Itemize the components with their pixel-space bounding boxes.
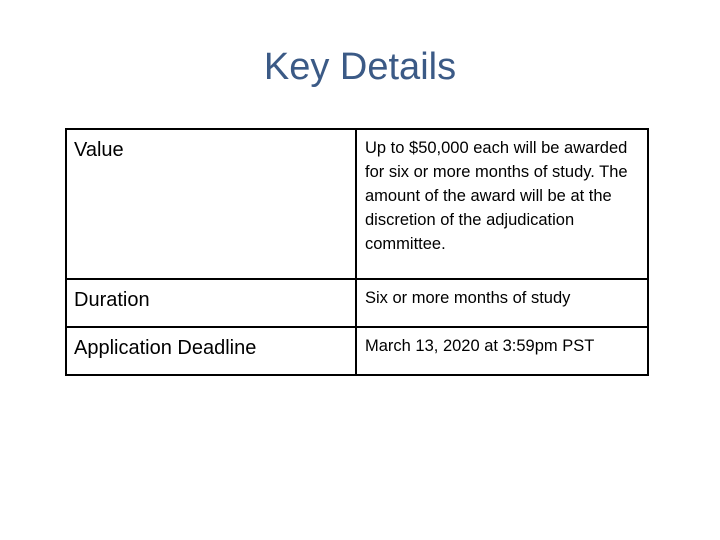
value-cell-value: [356, 129, 648, 279]
row-label: Duration: [74, 289, 150, 311]
key-details-table: [65, 128, 649, 376]
row-value: March 13, 2020 at 3:59pm PST: [365, 337, 595, 355]
value-cell-duration: [356, 279, 648, 327]
row-value: Six or more months of study: [365, 289, 571, 307]
table-row-value: [66, 129, 648, 279]
label-cell-value: [66, 129, 356, 279]
row-label: Value: [74, 139, 124, 161]
label-cell-application-deadline: [66, 327, 356, 375]
slide-title: Key Details: [263, 46, 457, 88]
row-label: Application Deadline: [74, 337, 257, 359]
row-value: Up to $50,000 each will be awarded for six or more months of study. The amount of the award will be at the discretion of the adjudication committee.: [365, 139, 628, 253]
value-cell-application-deadline: [356, 327, 648, 375]
table-row-application-deadline: [66, 327, 648, 375]
table-row-duration: [66, 279, 648, 327]
label-cell-duration: [66, 279, 356, 327]
